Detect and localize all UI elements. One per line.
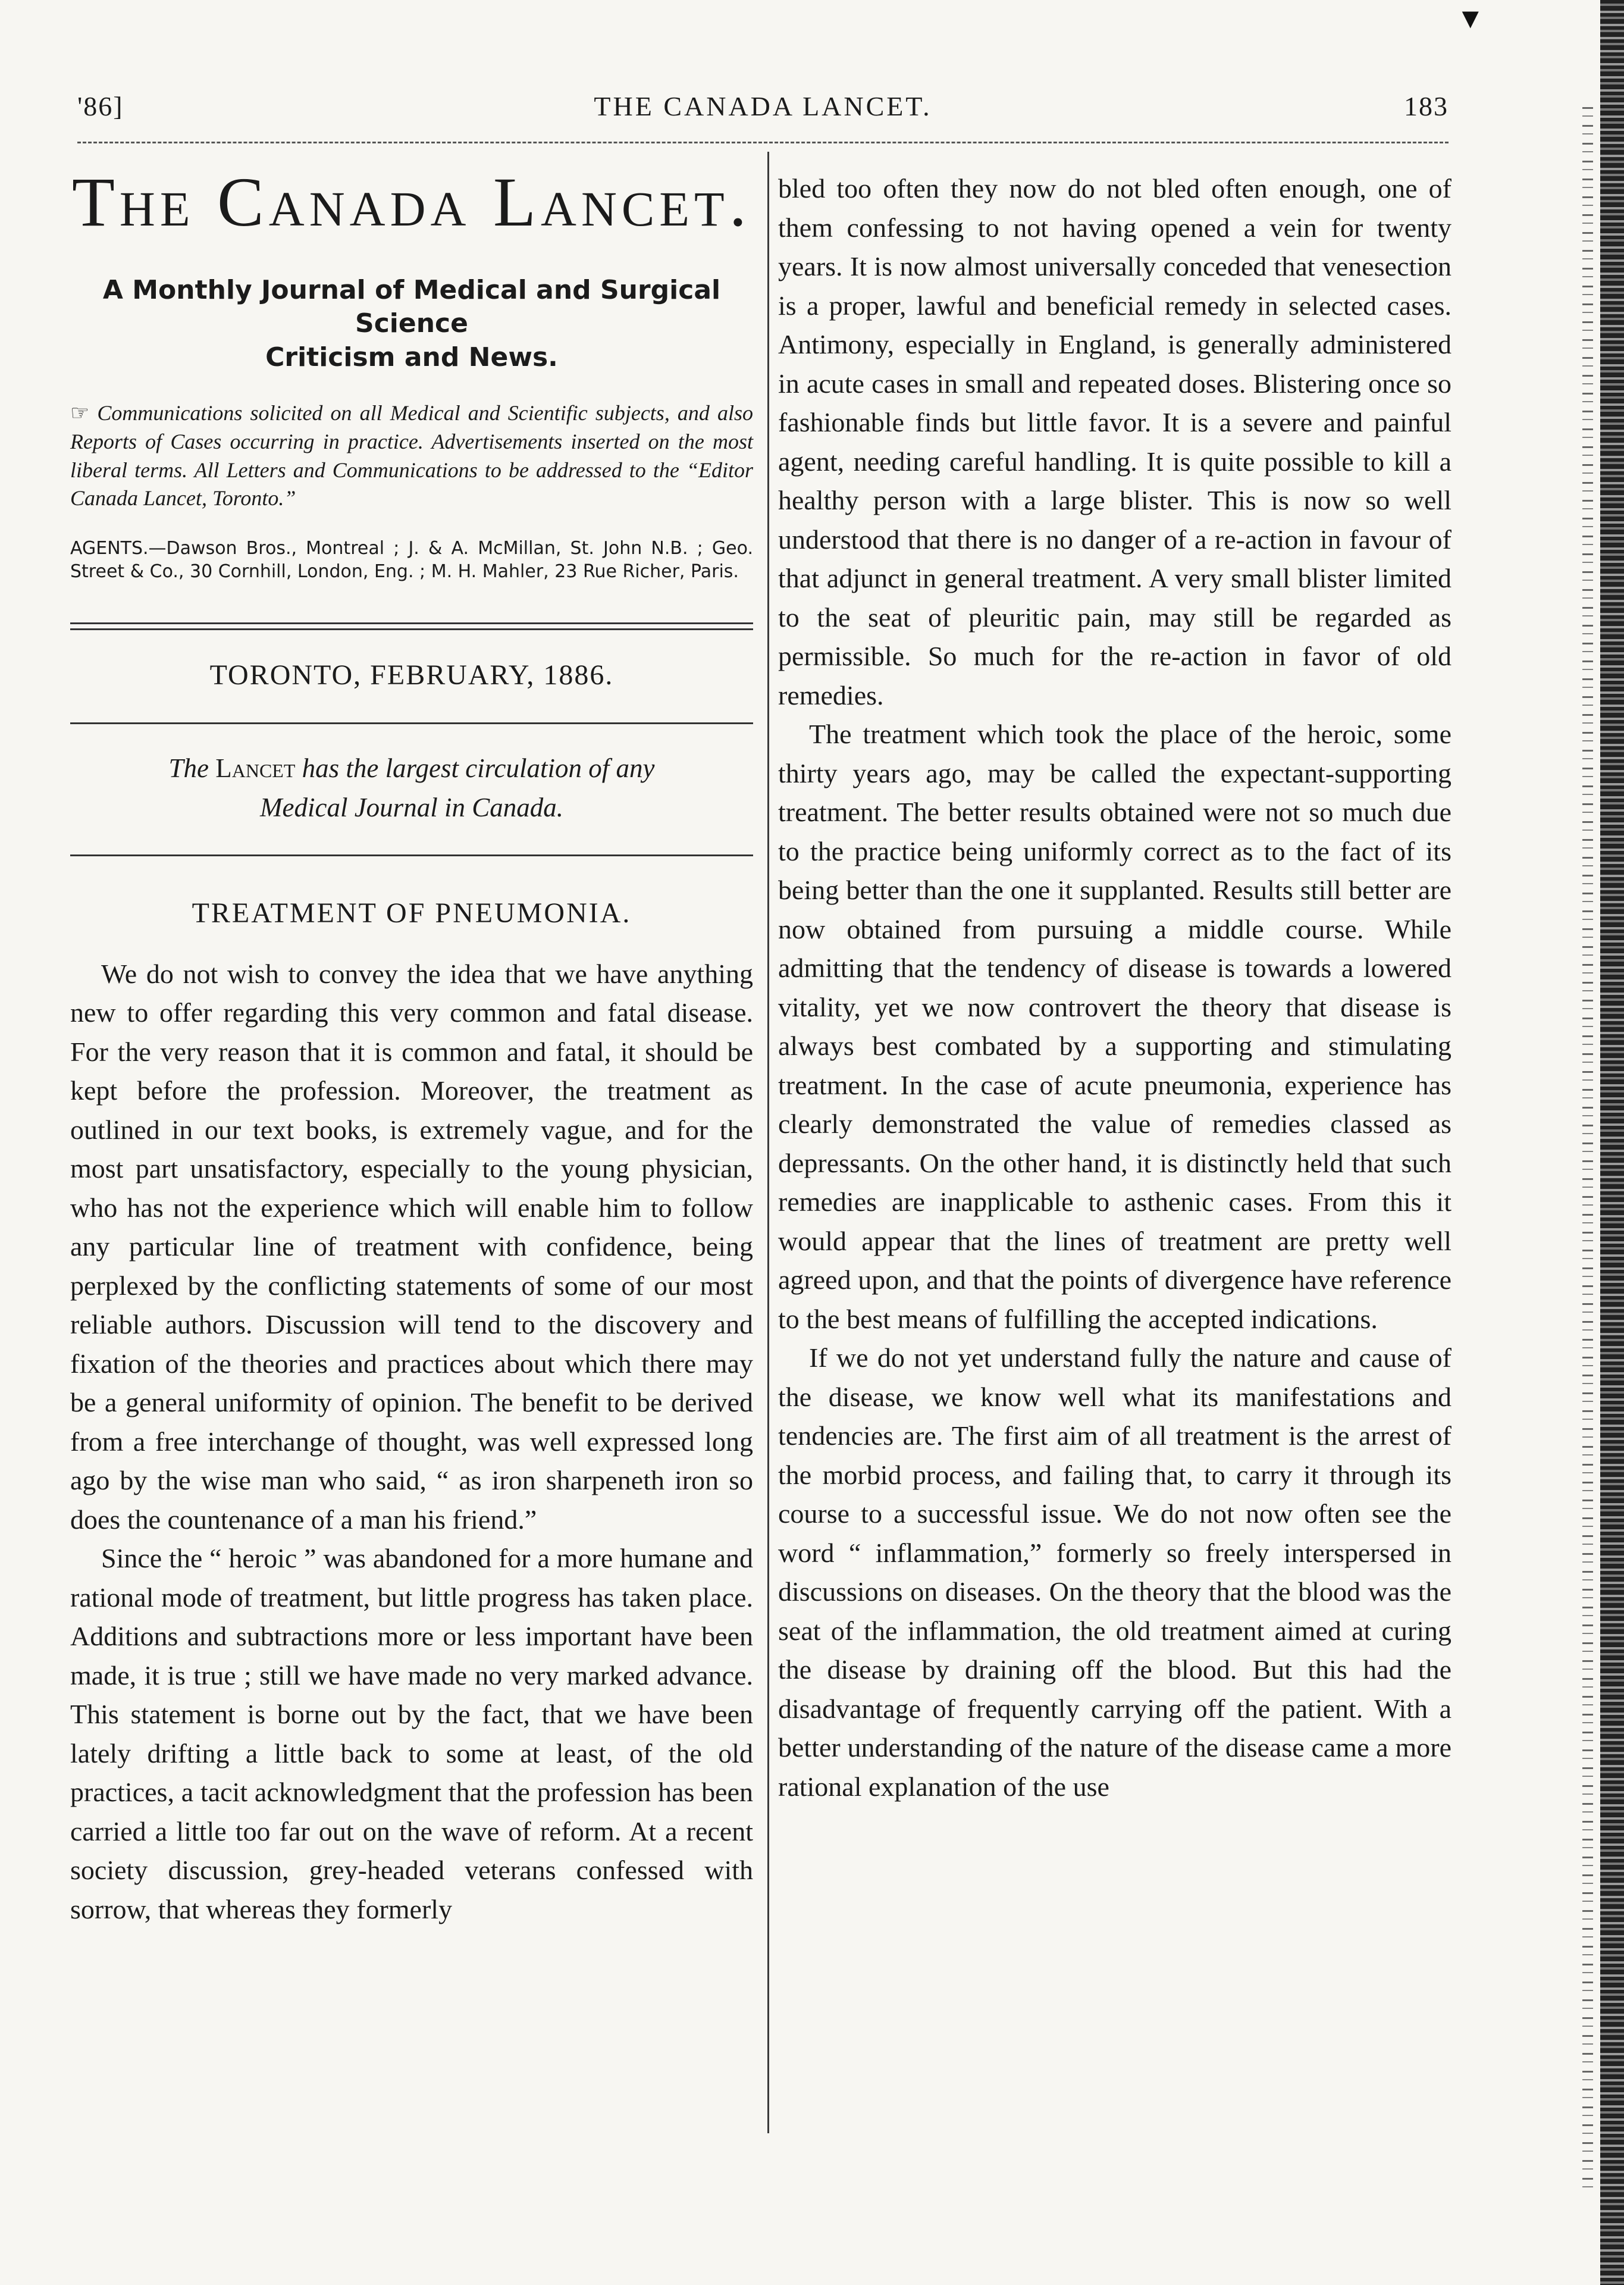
subtitle-line-1: A Monthly Journal of Medical and Surgical Science — [102, 274, 721, 339]
running-head — [77, 90, 1449, 132]
page-number: 183 — [1404, 91, 1449, 121]
page-edge-texture — [1582, 107, 1593, 2190]
rule — [70, 854, 753, 856]
paragraph-continuation: bled too often they now do not bled often enough, one of them confessing to not having opened a vein for twenty years. It is now almost universally conceded that venesection is a proper, lawful and beneficial remedy in selected cases. Antimony, especially in England, is generally administered in acute cases in small and repeated doses. Blistering once so fashionable finds but little favor. It is a severe and painful agent, needing careful handling. It is quite possible to kill a healthy person with a large blister. This is now so well understood that there is no danger of a re-action in favour of that adjunct in general treatment. A very small blister limited to the seat of pleuritic pain, may still be regarded as permissible. So much for the re-action in favor of old remedies. — [778, 173, 1451, 710]
dateline: TORONTO, FEBRUARY, 1886. — [209, 659, 614, 691]
paragraph: If we do not yet understand fully the nature and cause of the disease, we know well what its manifestations and tendencies are. The first aim of all treatment is the arrest of the morbid process, and failing that, to carry it through its course to a successful issue. We do not now often see the word “ inflammation,” formerly so freely interspersed in discussions on diseases. On the theory that the blood was the seat of the inflammation, the old treatment aimed at curing the disease by draining off the blood. But this had the disadvantage of frequently carrying off the patient. With a better understanding of the nature of the disease came a more rational explanation of the use — [778, 1342, 1451, 1802]
paragraph: The treatment which took the place of the heroic, some thirty years ago, may be called the expectant-supporting treatment. The better results obtained were not so much due to the practice being uniformly correct as to the fact of its being better than the one it supplanted. Results still better are now obtained from pursuing a middle course. While admitting that the tendency of disease is towards a lowered vitality, yet we now controvert the theory that disease is always best combated by a supporting and stimulating treatment. In the case of acute pneumonia, experience has clearly demonstrated the value of remedies classed as depressants. On the other hand, it is distinctly held that such remedies are inapplicable to asthenic cases. From this it would appear that the lines of treatment are pretty well agreed upon, and that the points of divergence have reference to the best means of fulfilling the accepted indications. — [778, 719, 1451, 1334]
running-head-title: THE CANADA LANCET. — [594, 91, 932, 121]
column-divider — [767, 152, 769, 2133]
pointing-hand-icon: ☞ — [70, 400, 90, 425]
header-rule — [77, 142, 1449, 143]
circulation-the: The — [168, 753, 209, 784]
agents-list: AGENTS.—Dawson Bros., Montreal ; J. & A. McMillan, St. John N.B. ; Geo. Street & Co., 30 Cornhill, London, Eng. ; M. H. Mahler, 23 Rue Richer, Paris. — [70, 538, 753, 583]
running-head-year: '86] — [77, 91, 124, 121]
page-edge-shadow — [1600, 0, 1624, 2285]
circulation-lancet: Lancet — [215, 753, 296, 784]
article-body-left — [70, 954, 753, 1929]
corner-mark-icon: ▼ — [1456, 3, 1485, 35]
article-title: TREATMENT OF PNEUMONIA. — [192, 897, 632, 929]
article-body-right — [778, 169, 1451, 1806]
masthead-title: The Canada Lancet. — [71, 163, 752, 241]
circulation-notice — [70, 749, 753, 827]
notice-text: Communications solicited on all Medical and Scientific subjects, and also Reports of Cases occurring in practice. Advertisements inserted on the most liberal terms. All Letters and Communications to be addressed to the “Editor Canada Lancet, Toronto.” — [70, 400, 754, 511]
subtitle-line-2: Criticism and News. — [265, 342, 558, 373]
left-column — [70, 161, 753, 1929]
circulation-line-2: Medical Journal in Canada. — [260, 792, 563, 822]
right-column — [778, 169, 1451, 1806]
masthead-subtitle — [70, 274, 753, 374]
rule — [70, 722, 753, 724]
communications-notice — [70, 399, 753, 514]
paragraph: We do not wish to convey the idea that we have anything new to offer regarding this very common and fatal disease. For the very reason that it is common and fatal, it should be kept before the profession. Moreover, the treatment as outlined in our text books, is extremely vague, and for the most part unsatisfactory, especially to the young physician, who has not the experience which will enable him to follow any particular line of treatment with confidence, being perplexed by the conflicting statements of some of our most reliable authors. Discussion will tend to the discovery and fixation of the theories and practices about which there may be a general uniformity of opinion. The benefit to be derived from a free interchange of thought, was well expressed long ago by the wise man who said, “ as iron sharpeneth iron so does the countenance of a man his friend.” — [70, 958, 753, 1535]
circulation-line-1: has the largest circulation of any — [302, 753, 655, 784]
double-rule — [70, 622, 753, 630]
paragraph: Since the “ heroic ” was abandoned for a more humane and rational mode of treatment, but little progress has taken place. Additions and subtractions more or less important have been made, it is true ; still we have made no very marked advance. This statement is borne out by the fact, that we have been lately drifting a little back to some at least, of the old practices, a tacit acknowledgment that the profession has been carried a little too far out on the wave of reform. At a recent society discussion, grey-headed veterans confessed with sorrow, that whereas they formerly — [70, 1543, 753, 1924]
